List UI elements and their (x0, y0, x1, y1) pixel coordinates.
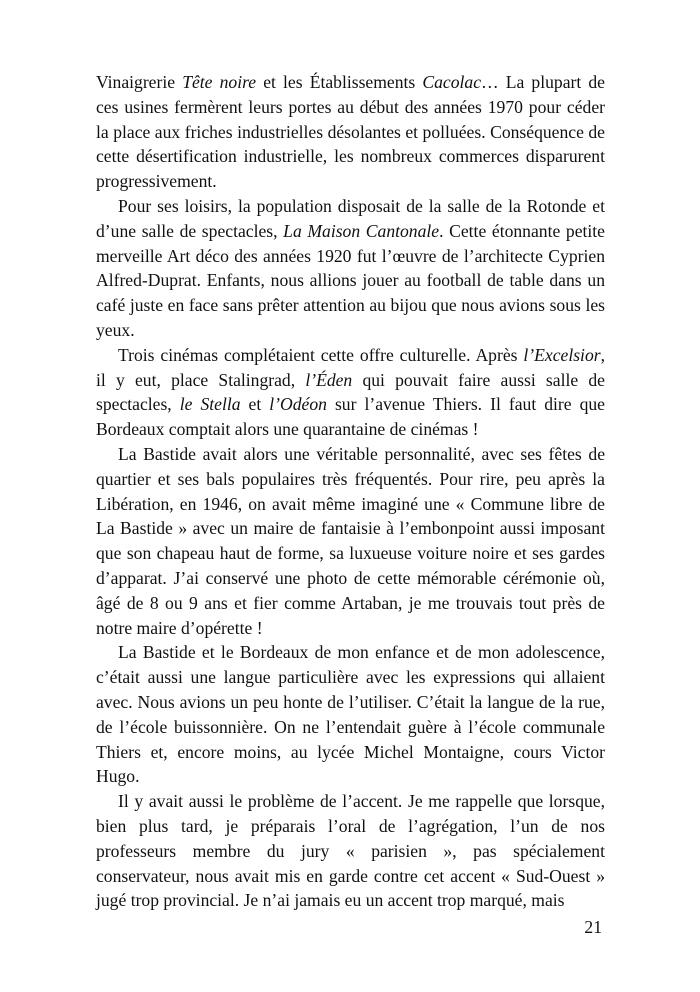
paragraph (96, 70, 605, 194)
paragraph (96, 343, 605, 442)
text-segment-italic: Tête noire (182, 72, 257, 92)
paragraph (96, 789, 605, 913)
text-segment: Pour ses loisirs, la population disposait de la salle de la Rotonde et d’une salle de spectacles, (96, 195, 605, 241)
text-segment: Il y avait aussi le problème de l’accent. Je me rappelle que lorsque, bien plus tard, je préparais l’oral de l’agrégation, l’un de nos professeurs membre du jury « parisien », pas spécialement conservateur, nous avait mis en garde contre cet accent « Sud-Ouest » jugé trop provincial. Je n’ai jamais eu un accent trop marqué, mais (96, 791, 605, 911)
text-segment-italic: le Stella (179, 394, 241, 415)
page-number: 21 (584, 917, 602, 937)
text-segment: sur l’avenue Thiers. Il faut dire que Bordeaux comptait alors une quarantaine de cinémas ! (96, 394, 605, 440)
text-segment-italic: l’Éden (305, 369, 353, 390)
text-segment: . Cette étonnante petite merveille Art déco des années 1920 fut l’œuvre de l’architecte Cyprien Alfred-Duprat. Enfants, nous allions jouer au football de table dans un café juste en face sans prêter attention au bijou que nous avions sous les yeux. (96, 220, 605, 340)
paragraph (96, 194, 605, 343)
text-segment: et les Établissements (256, 72, 423, 92)
text-segment: … La plupart de ces usines fermèrent leurs portes au début des années 1970 pour céder la place aux friches industrielles désolantes et polluées. Conséquence de cette désertification industrielle, les nombreux commerces disparurent progressivement. (96, 72, 605, 192)
text-segment: La Bastide avait alors une véritable personnalité, avec ses fêtes de quartier et ses bals populaires très fréquentés. Pour rire, peu après la Libération, en 1946, on avait même imaginé une « Commune libre de La Bastide » avec un maire de fantaisie à l’embonpoint aussi imposant que son chapeau haut de forme, sa luxueuse voiture noire et ses gardes d’apparat. J’ai conservé une photo de cette mémorable cérémonie où, âgé de 8 ou 9 ans et fier comme Artaban, je me trouvais tout près de notre maire d’opérette ! (96, 443, 605, 638)
text-segment: La Bastide et le Bordeaux de mon enfance et de mon adolescence, c’était aussi une langue particulière avec les expressions qui allaient avec. Nous avions un peu honte de l’utiliser. C’était la langue de la rue, de l’école buissonnière. On ne l’entendait guère à l’école communale Thiers et, encore moins, au lycée Michel Montaigne, cours Victor Hugo. (96, 642, 605, 787)
body-text (96, 70, 605, 913)
text-segment: qui pouvait faire aussi salle de spectacles, (96, 369, 605, 415)
text-segment-italic: Cacolac (422, 72, 482, 92)
paragraph (96, 640, 605, 789)
text-segment-italic: La Maison Cantonale (283, 220, 440, 241)
text-segment-italic: l’Odéon (269, 394, 327, 415)
text-segment: et (240, 394, 270, 415)
text-segment-italic: l’Excelsior (523, 344, 601, 365)
text-segment: Vinaigrerie (96, 72, 183, 92)
paragraph (96, 442, 605, 640)
text-segment: , il y eut, place Stalingrad, (96, 344, 605, 390)
text-segment: Trois cinémas complétaient cette offre culturelle. Après (118, 344, 524, 365)
